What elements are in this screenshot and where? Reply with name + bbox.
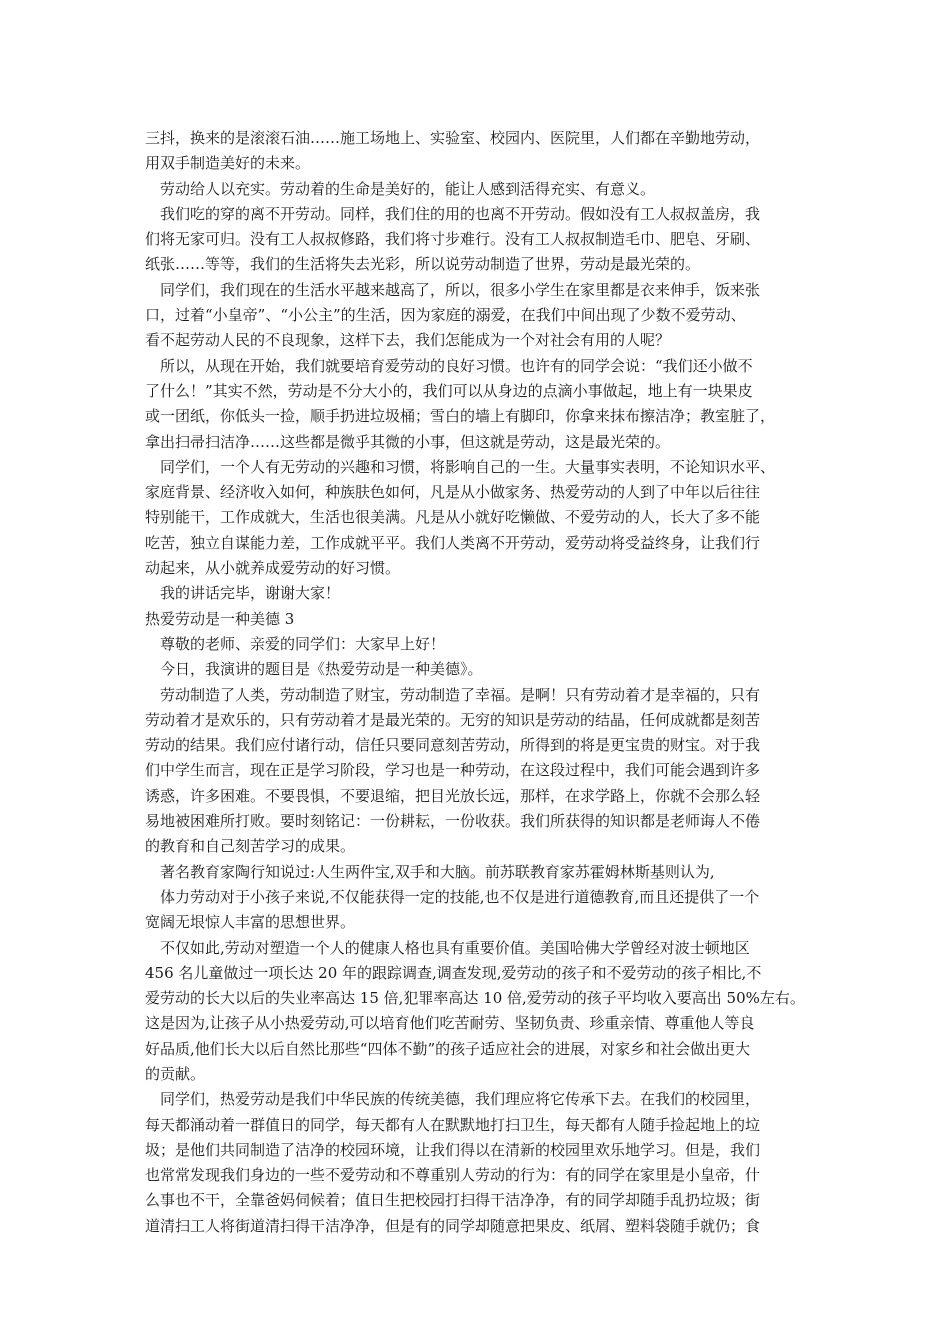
text-line: 劳动的结果。我们应付诸行动，信任只要同意刻苦劳动，所得到的将是更宝贵的财宝。对于我 [145, 736, 761, 755]
text-line: 道清扫工人将街道清扫得干洁净净，但是有的同学却随意把果皮、纸屑、塑料袋随手就仍；食 [145, 1216, 761, 1235]
text-line: 动起来，从小就养成爱劳动的好习惯。 [145, 559, 401, 578]
text-line: 口，过着“小皇帝”、“小公主”的生活，因为家庭的溺爱，在我们中间出现了少数不爱劳动、 [145, 306, 746, 325]
text-line: 易地被困难所打败。要时刻铭记：一份耕耘，一份收获。我们所获得的知识都是老师诲人不倦 [145, 812, 761, 831]
text-line: 劳动着才是欢乐的，只有劳动着才是最光荣的。无穷的知识是劳动的结晶，任何成就都是刻苦 [145, 710, 761, 729]
text-line: 同学们，我们现在的生活水平越来越高了，所以，很多小学生在家里都是衣来伸手，饭来张 [160, 280, 761, 299]
text-line: 不仅如此,劳动对塑造一个人的健康人格也具有重要价值。美国哈佛大学曾经对波士顿地区 [160, 938, 750, 957]
text-line: 的贡献。 [145, 1064, 206, 1083]
text-line: 好品质,他们长大以后自然比那些“四体不勤”的孩子适应社会的进展，对家乡和社会做出更大 [145, 1039, 751, 1058]
text-line: 看不起劳动人民的不良现象，这样下去，我们怎能成为一个对社会有用的人呢？ [145, 331, 671, 350]
text-line: 们将无家可归。没有工人叔叔修路，我们将寸步难行。没有工人叔叔制造毛巾、肥皂、牙刷、 [145, 230, 761, 249]
text-line: 也常常发现我们身边的一些不爱劳动和不尊重别人劳动的行为：有的同学在家里是小皇帝，什 [145, 1166, 761, 1185]
text-line: 拿出扫帚扫洁净……这些都是微乎其微的小事，但这就是劳动，这是最光荣的。 [145, 432, 671, 451]
text-line: 家庭背景、经济收入如何，种族肤色如何，凡是从小做家务、热爱劳动的人到了中年以后往往 [145, 483, 761, 502]
text-line: 们中学生而言，现在正是学习阶段，学习也是一种劳动，在这段过程中，我们可能会遇到许多 [145, 761, 761, 780]
text-line: 的教育和自己刻苦学习的成果。 [145, 837, 356, 856]
text-line: 这是因为,让孩子从小热爱劳动,可以培育他们吃苦耐劳、坚韧负责、珍重亲情、尊重他人等良 [145, 1014, 755, 1033]
text-line: 诱惑，许多困难。不要畏惧，不要退缩，把目光放长远，那样，在求学路上，你就不会那么轻 [145, 786, 761, 805]
text-line: 劳动给人以充实。劳动着的生命是美好的，能让人感到活得充实、有意义。 [160, 179, 656, 198]
text-line: 著名教育家陶行知说过:人生两件宝,双手和大脑。前苏联教育家苏霍姆林斯基则认为, [160, 862, 715, 881]
text-line: 么事也不干，全靠爸妈伺候着；值日生把校园打扫得干洁净净，有的同学却随手乱扔垃圾；街 [145, 1191, 761, 1210]
text-line: 或一团纸，你低头一捡，顺手扔进垃圾桶；雪白的墙上有脚印，你拿来抹布擦洁净；教室脏了， [145, 407, 776, 426]
text-line: 圾；是他们共同制造了洁净的校园环境，让我们得以在清新的校园里欢乐地学习。但是，我们 [145, 1140, 761, 1159]
text-line: 用双手制造美好的未来。 [145, 154, 311, 173]
text-line: 特别能干，工作成就大，生活也很美满。凡是从小就好吃懒做、不爱劳动的人，长大了多不能 [145, 508, 761, 527]
text-line: 同学们，热爱劳动是我们中华民族的传统美德，我们理应将它传承下去。在我们的校园里， [160, 1090, 761, 1109]
text-line: 每天都涌动着一群值日的同学，每天都有人在默默地打扫卫生，每天都有人随手捡起地上的垃 [145, 1115, 761, 1134]
text-line: 宽阔无垠惊人丰富的思想世界。 [145, 913, 356, 932]
text-line: 我们吃的穿的离不开劳动。同样，我们住的用的也离不开劳动。假如没有工人叔叔盖房，我 [160, 204, 761, 223]
text-line: 今日，我演讲的题目是《热爱劳动是一种美德》。 [160, 660, 483, 679]
text-line: 吃苦，独立自谋能力差，工作成就平平。我们人类离不开劳动，爱劳动将受益终身，让我们行 [145, 533, 761, 552]
text-line: 体力劳动对于小孩子来说,不仅能获得一定的技能,也不仅是进行道德教育,而且还提供了一个 [160, 887, 760, 906]
text-line: 所以，从现在开始，我们就要培育爱劳动的良好习惯。也许有的同学会说：“我们还小做不 [160, 356, 753, 375]
text-line: 尊敬的老师、亲爱的同学们：大家早上好！ [160, 634, 446, 653]
text-line: 我的讲话完毕，谢谢大家！ [160, 584, 341, 603]
text-line: 热爱劳动是一种美德 3 [145, 609, 295, 628]
text-line: 了什么！”其实不然，劳动是不分大小的，我们可以从身边的点滴小事做起，地上有一块果皮 [145, 381, 753, 400]
text-line: 456 名儿童做过一项长达 20 年的跟踪调查,调查发现,爱劳动的孩子和不爱劳动的孩子相比,不 [145, 963, 762, 982]
text-line: 爱劳动的长大以后的失业率高达 15 倍,犯罪率高达 10 倍,爱劳动的孩子平均收入要高出 50%左右。 [145, 989, 805, 1008]
text-line: 同学们，一个人有无劳动的兴趣和习惯，将影响自己的一生。大量事实表明，不论知识水平、 [160, 457, 776, 476]
text-line: 劳动制造了人类，劳动制造了财宝，劳动制造了幸福。是啊！只有劳动着才是幸福的，只有 [160, 685, 761, 704]
text-line: 纸张……等等，我们的生活将失去光彩，所以说劳动制造了世界，劳动是最光荣的。 [145, 255, 701, 274]
document-page [145, 126, 815, 1239]
text-line: 三抖，换来的是滚滚石油……施工场地上、实验室、校园内、医院里，人们都在辛勤地劳动， [145, 129, 761, 147]
